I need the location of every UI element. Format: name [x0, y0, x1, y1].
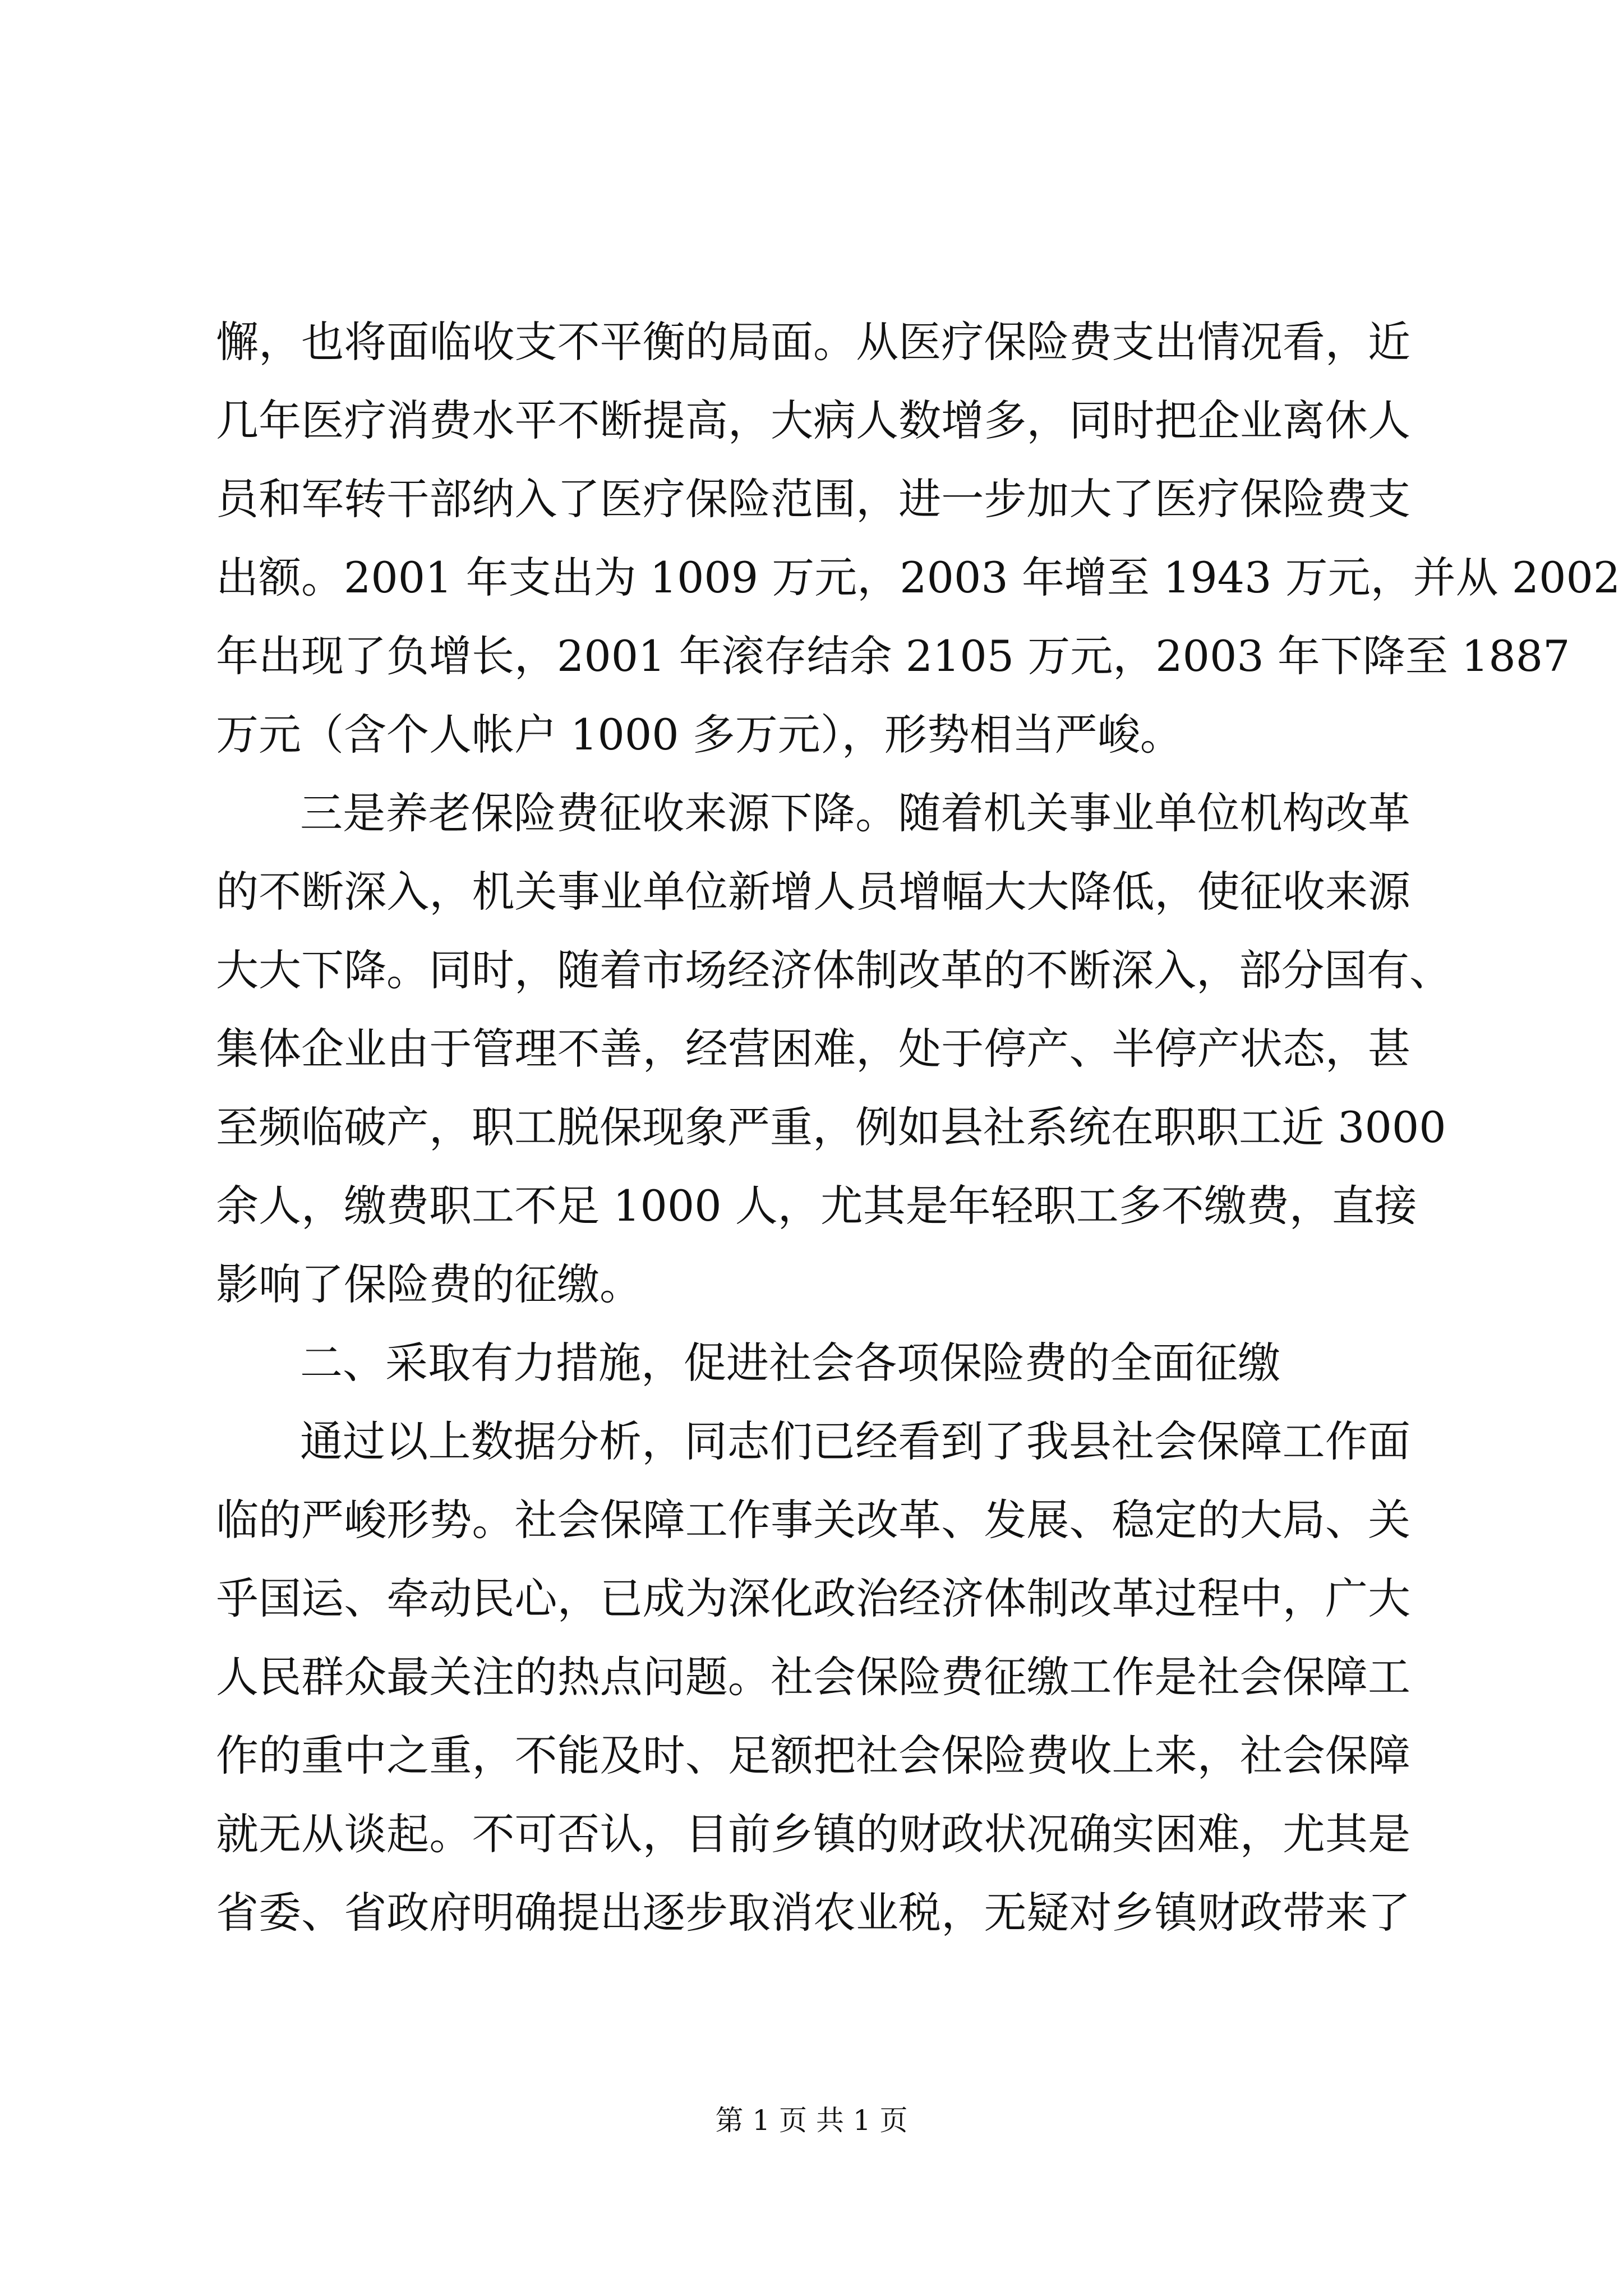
- paragraph-first-line: 通过以上数据分析，同志们已经看到了我县社会保障工作面: [300, 1416, 1410, 1466]
- text-line: 万元（含个人帐户 1000 多万元），形势相当严峻。: [216, 710, 1183, 760]
- text-line: 乎国运、牵动民心，已成为深化政治经济体制改革过程中，广大: [216, 1573, 1410, 1623]
- text-line: 临的严峻形势。社会保障工作事关改革、发展、稳定的大局、关: [216, 1495, 1410, 1545]
- text-line: 懈，也将面临收支不平衡的局面。从医疗保险费支出情况看，近: [216, 317, 1410, 367]
- text-line: 几年医疗消费水平不断提高，大病人数增多，同时把企业离休人: [216, 395, 1410, 445]
- text-line: 影响了保险费的征缴。: [216, 1259, 642, 1309]
- text-line: 省委、省政府明确提出逐步取消农业税，无疑对乡镇财政带来了: [216, 1888, 1410, 1938]
- text-line: 大大下降。同时，随着市场经济体制改革的不断深入，部分国有、: [216, 945, 1452, 995]
- text-line: 出额。2001 年支出为 1009 万元，2003 年增至 1943 万元，并从 2002: [216, 553, 1621, 602]
- text-line: 的不断深入，机关事业单位新增人员增幅大大降低，使征收来源: [216, 867, 1410, 917]
- text-line: 员和军转干部纳入了医疗保险范围，进一步加大了医疗保险费支: [216, 474, 1410, 524]
- text-line: 集体企业由于管理不善，经营困难，处于停产、半停产状态，甚: [216, 1024, 1410, 1074]
- text-line: 就无从谈起。不可否认，目前乡镇的财政状况确实困难，尤其是: [216, 1809, 1410, 1859]
- paragraph-first-line: 三是养老保险费征收来源下降。随着机关事业单位机构改革: [300, 788, 1410, 838]
- text-line: 人民群众最关注的热点问题。社会保险费征缴工作是社会保障工: [216, 1652, 1410, 1702]
- section-heading: 二、采取有力措施，促进社会各项保险费的全面征缴: [300, 1338, 1280, 1388]
- text-line: 年出现了负增长，2001 年滚存结余 2105 万元，2003 年下降至 1887: [216, 631, 1570, 681]
- page-footer: 第 1 页 共 1 页: [715, 2104, 908, 2137]
- text-line: 余人，缴费职工不足 1000 人，尤其是年轻职工多不缴费，直接: [216, 1181, 1417, 1231]
- text-line: 作的重中之重，不能及时、足额把社会保险费收上来，社会保障: [216, 1731, 1410, 1780]
- text-line: 至频临破产，职工脱保现象严重，例如县社系统在职职工近 3000: [216, 1102, 1446, 1152]
